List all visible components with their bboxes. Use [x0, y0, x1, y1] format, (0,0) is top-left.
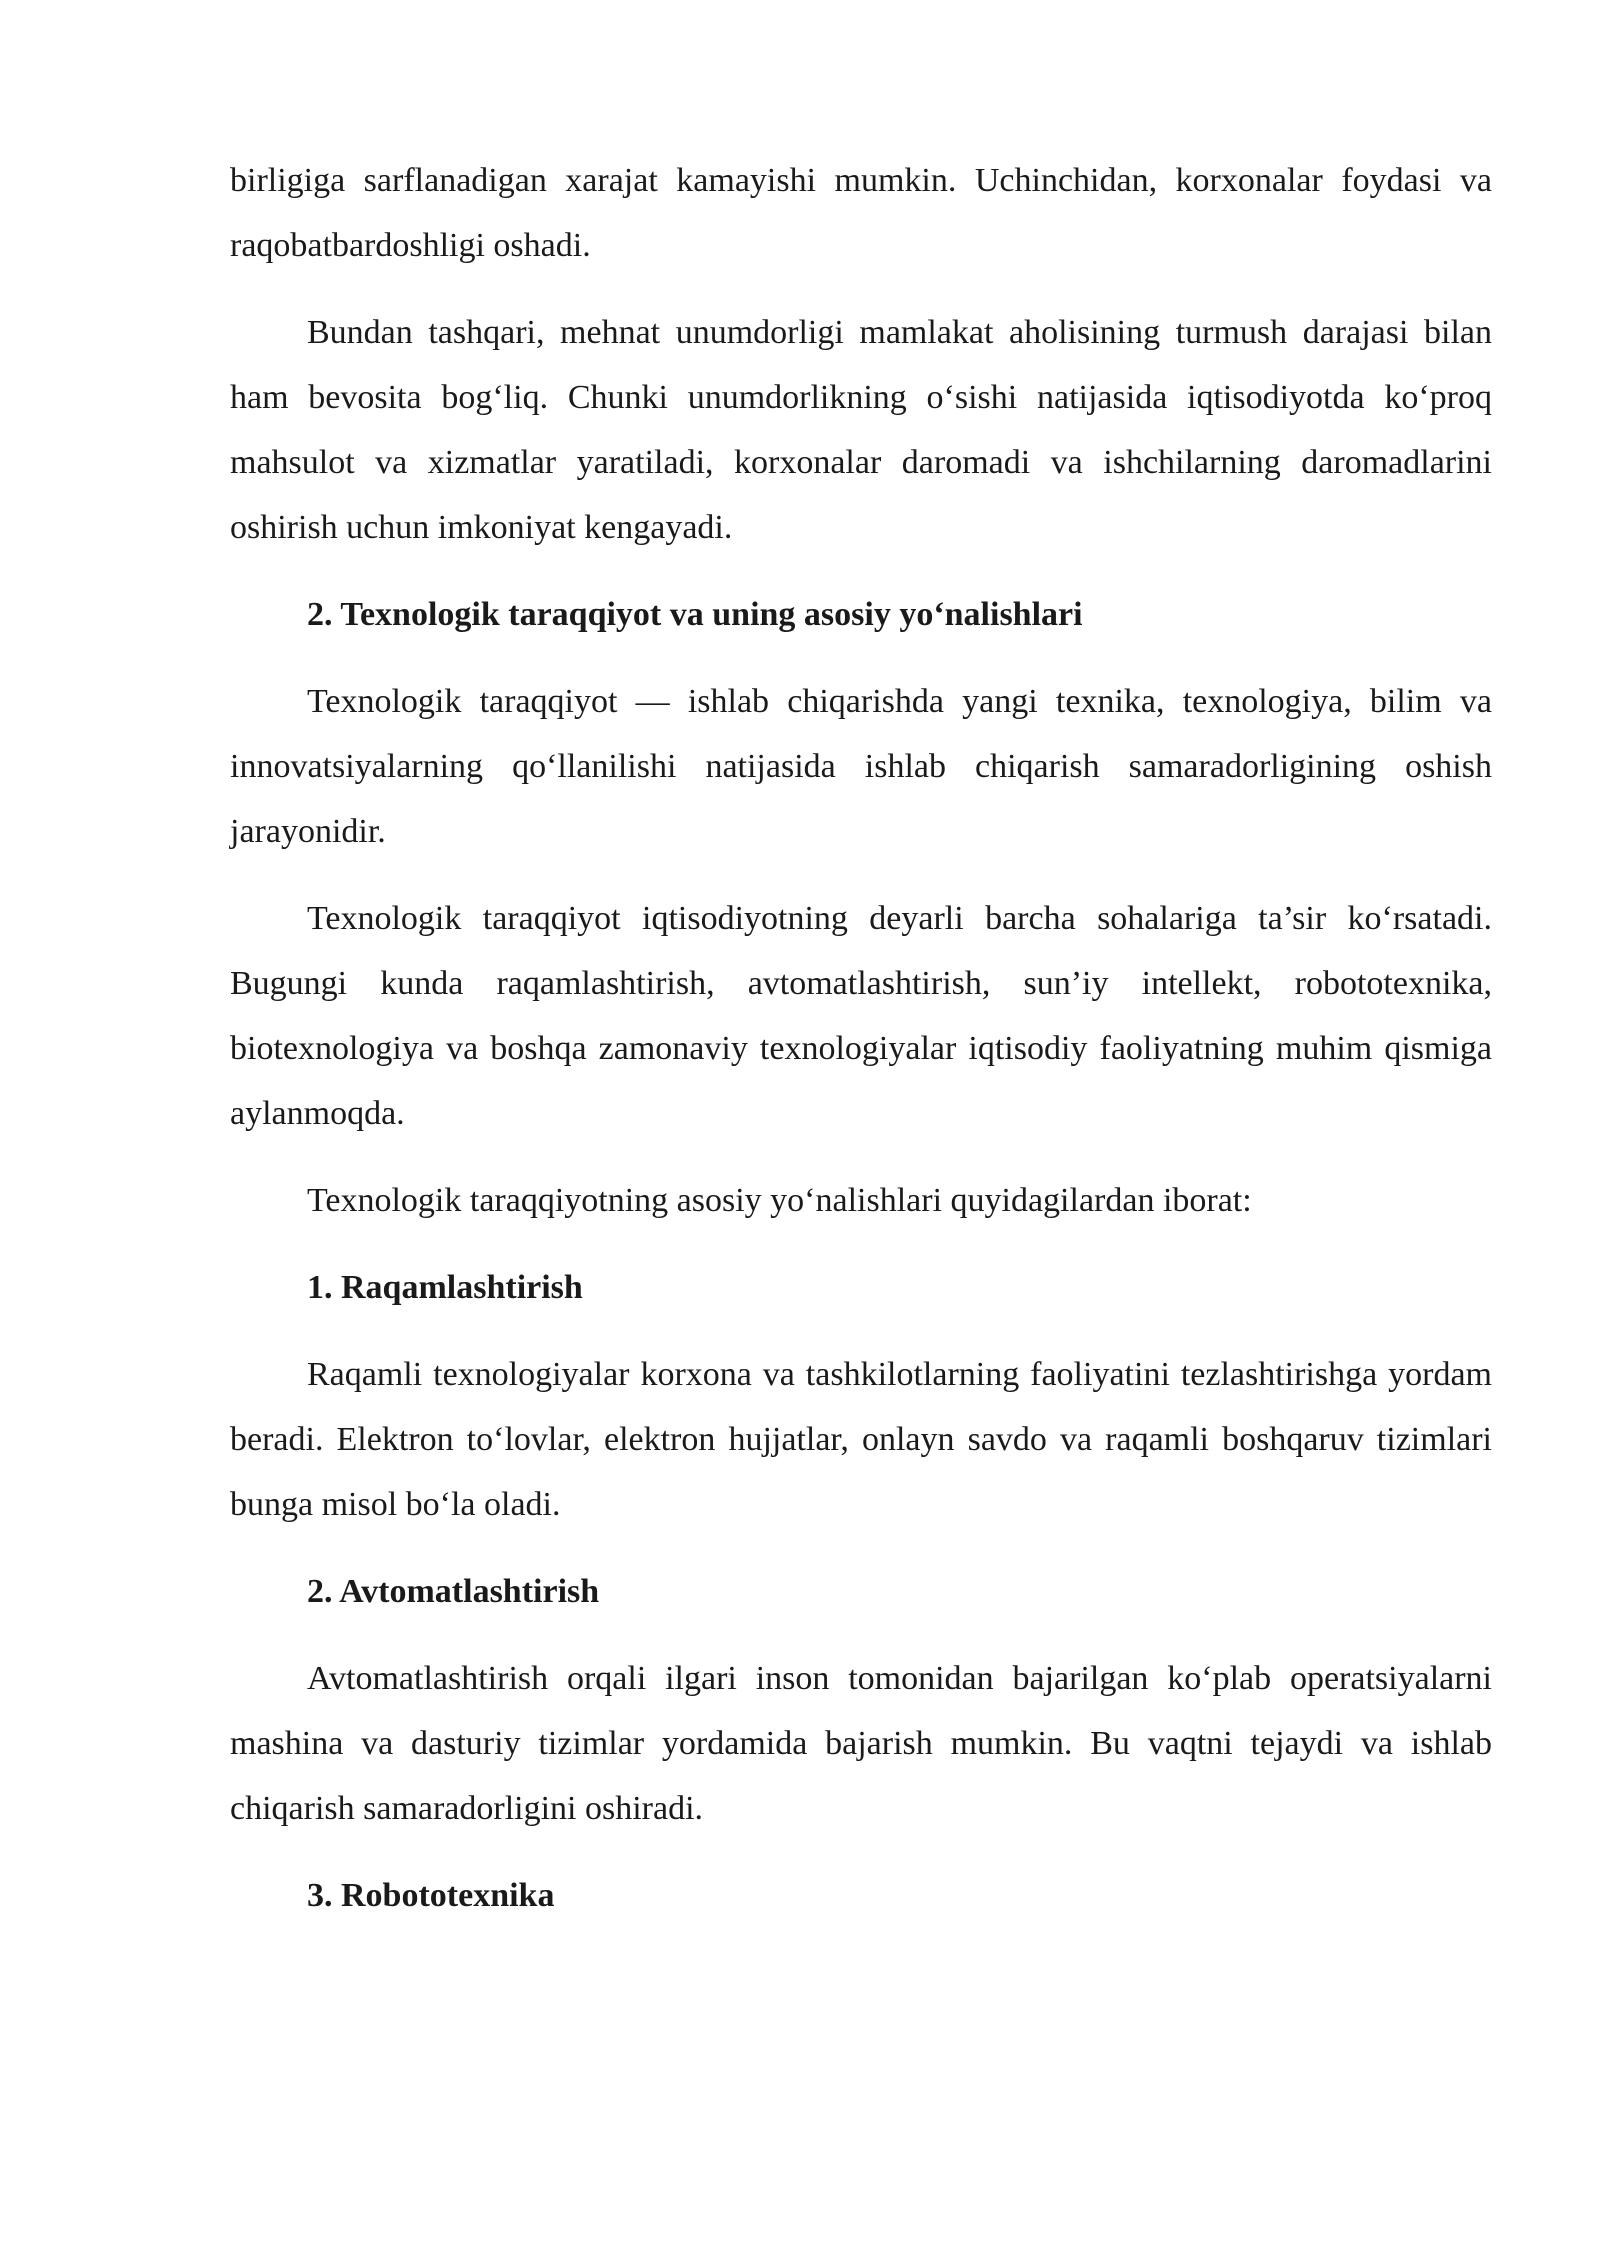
section-heading-tech-progress: 2. Texnologik taraqqiyot va uning asosiy yo‘nalishlari — [307, 596, 1083, 633]
subheading-automation: 2. Avtomatlashtirish — [307, 1573, 600, 1610]
paragraph-living-standards: Bundan tashqari, mehnat unumdorligi mamlakat aholisining turmush darajasi bilan ham bevosita bog‘liq. Chunki unumdorlikning o‘sishi natijasida iqtisodiyotda ko‘proq mahsulot va xizmatlar yaratiladi, korxonalar daromadi va ishchilarning daromadlarini oshirish uchun imkoniyat kengayadi. — [230, 314, 1492, 546]
paragraph-automation: Avtomatlashtirish orqali ilgari inson tomonidan bajarilgan ko‘plab operatsiyalarni mashina va dasturiy tizimlar yordamida bajarish mumkin. Bu vaqtni tejaydi va ishlab chiqarish samaradorligini oshiradi. — [230, 1660, 1492, 1827]
subheading-robotics: 3. Robototexnika — [307, 1877, 555, 1914]
paragraph-digitalization: Raqamli texnologiyalar korxona va tashkilotlarning faoliyatini tezlashtirishga yordam beradi. Elektron to‘lovlar, elektron hujjatlar, onlayn savdo va raqamli boshqaruv tizimlari bunga misol bo‘la oladi. — [230, 1356, 1492, 1523]
document-body — [230, 148, 1492, 1950]
paragraph-tech-progress-definition: Texnologik taraqqiyot — ishlab chiqarishda yangi texnika, texnologiya, bilim va innovatsiyalarning qo‘llanilishi natijasida ishlab chiqarish samaradorligining oshish jarayonidir. — [230, 683, 1492, 850]
paragraph-tech-progress-impact: Texnologik taraqqiyot iqtisodiyotning deyarli barcha sohalariga ta’sir ko‘rsatadi. Bugungi kunda raqamlashtirish, avtomatlashtirish, sun’iy intellekt, robototexnika, biotexnologiya va boshqa zamonaviy texnologiyalar iqtisodiy faoliyatning muhim qismiga aylanmoqda. — [230, 900, 1492, 1132]
paragraph-continuation: birligiga sarflanadigan xarajat kamayishi mumkin. Uchinchidan, korxonalar foydasi va raqobatbardoshligi oshadi. — [230, 162, 1492, 264]
paragraph-main-directions-intro: Texnologik taraqqiyotning asosiy yo‘nalishlari quyidagilardan iborat: — [307, 1182, 1252, 1219]
subheading-digitalization: 1. Raqamlashtirish — [307, 1269, 583, 1306]
